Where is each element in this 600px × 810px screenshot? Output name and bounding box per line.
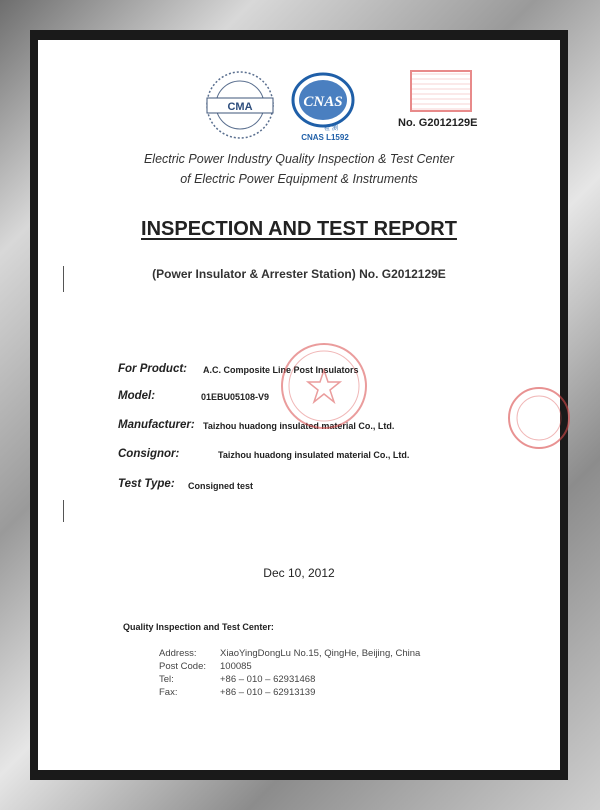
- margin-mark-top: [63, 266, 64, 292]
- address-value: XiaoYingDongLu No.15, QingHe, Beijing, China: [220, 648, 421, 659]
- svg-text:CNAS L1592: CNAS L1592: [301, 133, 349, 142]
- field-label-consignor: Consignor:: [118, 448, 180, 460]
- red-seal-stamp: [278, 340, 370, 432]
- field-value-model: 01EBU05108-V9: [201, 392, 270, 402]
- report-title: INSPECTION AND TEST REPORT: [141, 218, 457, 240]
- svg-text:CMA: CMA: [227, 101, 253, 113]
- cma-logo: [201, 69, 279, 141]
- report-subtitle: (Power Insulator & Arrester Station) No. G2012129E: [152, 267, 446, 281]
- post-code-label: Post Code:: [159, 661, 206, 672]
- fax-value: +86 – 010 – 62913139: [220, 687, 316, 698]
- report-sheet: [38, 40, 560, 770]
- tel-value: +86 – 010 – 62931468: [220, 674, 316, 685]
- seal-stamp-top: [410, 70, 472, 112]
- tel-label: Tel:: [159, 674, 174, 685]
- field-label-product: For Product:: [118, 363, 187, 375]
- svg-text:检 测: 检 测: [324, 125, 338, 132]
- cnas-logo: [283, 70, 363, 142]
- report-date: Dec 10, 2012: [263, 566, 335, 580]
- field-label-model: Model:: [118, 390, 156, 402]
- field-label-manufacturer: Manufacturer:: [118, 419, 195, 431]
- field-value-manufacturer: Taizhou huadong insulated material Co., Ltd.: [203, 421, 395, 431]
- center-name-line-2: of Electric Power Equipment & Instruments: [180, 172, 418, 186]
- post-code-value: 100085: [220, 661, 252, 672]
- field-value-product: A.C. Composite Line Post Insulators: [203, 365, 359, 375]
- center-name-line-1: Electric Power Industry Quality Inspection & Test Center: [143, 152, 455, 166]
- field-value-consignor: Taizhou huadong insulated material Co., Ltd.: [218, 450, 410, 460]
- field-label-test-type: Test Type:: [118, 478, 175, 490]
- field-value-test-type: Consigned test: [188, 481, 254, 491]
- svg-text:CNAS: CNAS: [303, 94, 343, 110]
- address-label: Address:: [159, 648, 197, 659]
- margin-mark-bottom: [63, 500, 64, 522]
- center-heading: Quality Inspection and Test Center:: [123, 622, 274, 632]
- red-seal-stamp-edge: [506, 385, 572, 451]
- fax-label: Fax:: [159, 687, 178, 698]
- report-number: No. G2012129E: [398, 117, 478, 129]
